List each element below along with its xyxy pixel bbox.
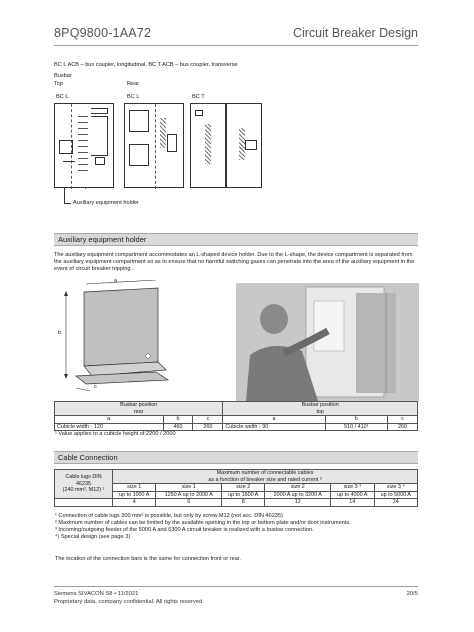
top-width-cell: Cubicle width - 90 [223,423,325,431]
count-cell: 8 [222,499,265,507]
aux-section-title: Auxiliary equipment holder [58,235,147,244]
aux-holder-drawing [56,280,176,395]
size-cell: size 1 [156,484,222,492]
dim-footnote: ¹ Value applies to a cubicle height of 2200 / 2000 [55,431,176,437]
aux-holder-callout: Auxiliary equipment holder [73,200,139,206]
range-cell: 1250 A up to 2000 A [156,491,222,499]
max-cables-header: Maximum number of connectable cables as a function of breaker size and rated current ² [113,470,418,484]
aux-equipment-photo [236,283,419,401]
busbar-rear-label: Rear [127,81,140,87]
range-cell: 2000 A up to 3200 A [265,491,331,499]
footer-confidential: Proprietary data, company confidential. All rights reserved. [54,599,204,605]
bct-cubicle-diagram-2 [226,103,262,188]
bcl-label-1: BC L [56,94,69,100]
top-b-cell: 510 / 410¹ [325,423,388,431]
dim-b-label: b [58,330,62,336]
header-divider [54,45,418,46]
cable-note-1: ¹ Connection of cable lugs 300 mm² is possible, but only by screw M12 (not acc. DIN 46235) [55,513,283,519]
size-cell: size 3 ³ [331,484,374,492]
dim-c-label: c [94,384,97,390]
count-cell: 4 [113,499,156,507]
cable-note-2: ² Maximum number of cables can be limited by the available opening in the top or bottom plate and/or door instruments. [55,520,351,526]
col-c-header: c [193,416,223,424]
bct-label: BC T [192,94,205,100]
rear-width-cell: Cubicle width - 120 [55,423,164,431]
cable-section-header [54,451,418,464]
top-position-header: Busbar position top [223,402,418,416]
page-number: 20/5 [406,591,418,597]
range-cell: up to 1600 A [222,491,265,499]
aux-dimension-table [54,401,418,431]
busbar-top-label: Top [54,81,64,87]
aux-holder-callout-line [64,188,65,203]
col-b-header: b [163,416,193,424]
footer-divider [54,586,418,587]
bct-cubicle-diagram-1 [190,103,226,188]
connection-location-note: The location of the connection bars is the same for connection front or rear. [55,556,241,562]
cable-connection-table [54,469,418,507]
busbar-label: Busbar [54,73,72,79]
range-cell: up to 1000 A [113,491,156,499]
rear-b-cell: 460 [163,423,193,431]
cable-note-3: ³ Incoming/outgoing feeder of the 5000 A and 6300 A circuit breaker is realized with a busbar connection. [55,527,314,533]
empty-cell [55,499,113,507]
rear-position-header: Busbar position rear [55,402,223,416]
size-cell: size 3 ⁴ [374,484,418,492]
technician-photo-illustration [236,283,419,401]
top-c-cell: 260 [388,423,418,431]
col-a-header: a [55,416,164,424]
count-cell: 24 [374,499,418,507]
dim-a-label: a [114,278,118,284]
rear-c-cell: 260 [193,423,223,431]
col-c-header: c [388,416,418,424]
count-cell: 12 [265,499,331,507]
count-cell: 14 [331,499,374,507]
size-cell: size 2 [265,484,331,492]
cable-lugs-header: Cable lugs DIN 46235 (240 mm², M12) ¹ [55,470,113,499]
count-cell: 6 [156,499,222,507]
document-title: Circuit Breaker Design [292,26,418,40]
coupler-legend: BC L ACB – bus coupler, longitudinal, BC T ACB – bus coupler, transverse [54,62,238,68]
bcl-label-2: BC L [127,94,140,100]
document-code: 8PQ9800-1AA72 [54,26,152,40]
col-b-header: b [325,416,388,424]
range-cell: up to 5000 A [374,491,418,499]
cable-section-title: Cable Connection [58,453,118,462]
footer-product: Siemens SIVACON S8 • 11/2021 [54,591,139,597]
aux-section-header [54,233,418,246]
size-cell: size 2 [222,484,265,492]
range-cell: up to 4000 A [331,491,374,499]
size-cell: size 1 [113,484,156,492]
bcl-rear-cubicle-diagram [124,103,184,188]
col-a-header: a [223,416,325,424]
cable-note-4: ⁴) Special design (see page 3) [55,534,131,540]
aux-holder-sketch [56,280,176,395]
aux-paragraph: The auxiliary equipment compartment accommodates an L-shaped device holder. Due to the L-shape, the device compartment is separated from the auxiliary equipment compartment so as to ensure that no harmful switching gases can penetrate into the area of the auxiliary equipment in the event of circuit breaker tripping . [54,252,415,272]
